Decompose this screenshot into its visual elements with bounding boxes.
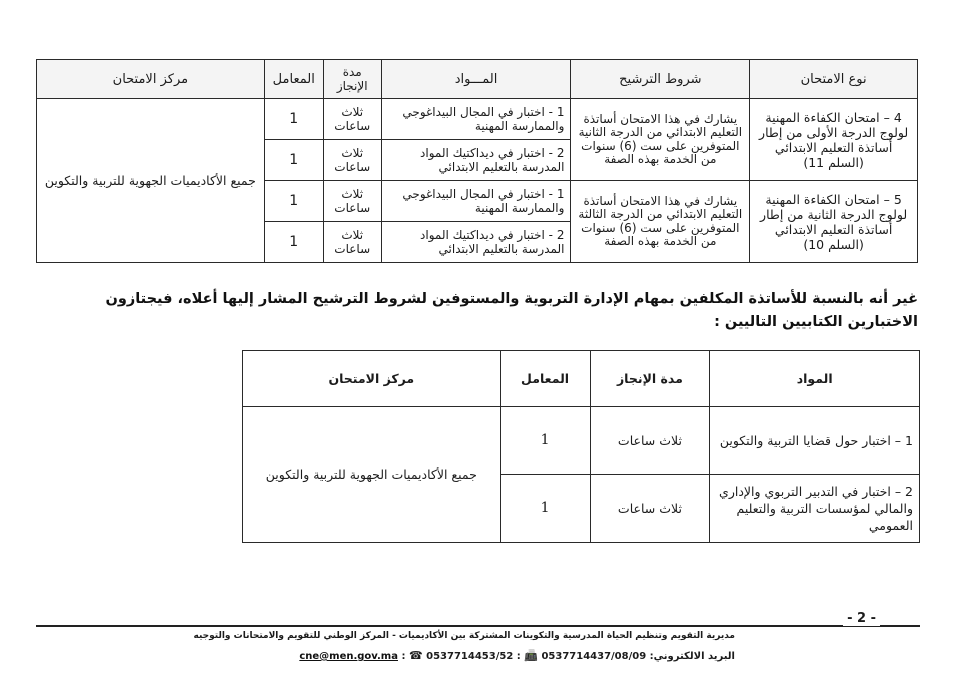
phone-number: 0537714453/52 [426,651,514,662]
table-row [243,407,920,475]
email-link[interactable]: cne@men.gov.ma [299,651,398,662]
exam-table-header [37,60,918,99]
header-duration: مدة الإنجاز [590,351,710,407]
header-duration: مدة الإنجاز [323,60,381,99]
subject-cell: 2 - اختبار في ديداكتيك المواد المدرسة بالتعليم الابتدائي [381,140,571,181]
header-subjects: المـــواد [381,60,571,99]
subject-cell: 2 – اختبار في التدبير التربوي والإداري والمالي لمؤسسات التربية والتعليم العمومي [710,475,920,543]
admin-exam-table [242,350,920,543]
subject-cell: 1 – اختبار حول قضايا التربية والتكوين [710,407,920,475]
coefficient-cell: 1 [264,222,323,263]
header-conditions: شروط الترشيح [571,60,750,99]
header-exam-type: نوع الامتحان [750,60,918,99]
conditions-cell: يشارك في هذا الامتحان أساتذة التعليم الابتدائي من الدرجة الثالثة المتوفرين على ست (6) سنوات من الخدمة بهذه الصفة [571,181,750,263]
subject-cell: 1 - اختبار في المجال البيداغوجي والممارسة المهنية [381,99,571,140]
header-coefficient: المعامل [264,60,323,99]
exam-type-cell: 5 – امتحان الكفاءة المهنية لولوج الدرجة الثانية من إطار أساتذة التعليم الابتدائي (السلم 10) [750,181,918,263]
coefficient-cell: 1 [500,407,590,475]
conditions-cell: يشارك في هذا الامتحان أساتذة التعليم الابتدائي من الدرجة الثانية المتوفرين على ست (6) سنوات من الخدمة بهذه الصفة [571,99,750,181]
exam-table [36,59,918,263]
exam-center-cell: جميع الأكاديميات الجهوية للتربية والتكوين [37,99,265,263]
admin-exam-table-header [243,351,920,407]
header-subjects: المواد [710,351,920,407]
table-row [37,99,918,140]
separator: : [516,651,521,662]
email-label: البريد الالكتروني: [649,651,735,662]
coefficient-cell: 1 [264,181,323,222]
header-center: مركز الامتحان [243,351,501,407]
duration-cell: ثلاث ساعات [590,407,710,475]
duration-cell: ثلاث ساعات [323,222,381,263]
subject-cell: 2 - اختبار في ديداكتيك المواد المدرسة بالتعليم الابتدائي [381,222,571,263]
header-center: مركز الامتحان [37,60,265,99]
fax-number: 0537714437/08/09 [541,651,647,662]
separator: : [401,651,406,662]
coefficient-cell: 1 [264,140,323,181]
exam-type-cell: 4 – امتحان الكفاءة المهنية لولوج الدرجة الأولى من إطار أساتذة التعليم الابتدائي (السلم 11) [750,99,918,181]
phone-icon: ☎ [408,649,423,662]
exam-center-cell: جميع الأكاديميات الجهوية للتربية والتكوين [243,407,501,543]
duration-cell: ثلاث ساعات [323,99,381,140]
duration-cell: ثلاث ساعات [323,181,381,222]
subject-cell: 1 - اختبار في المجال البيداغوجي والممارسة المهنية [381,181,571,222]
coefficient-cell: 1 [500,475,590,543]
note-paragraph: غير أنه بالنسبة للأساتذة المكلفين بمهام الإدارة التربوية والمستوفين لشروط الترشيح المشار إليها أعلاه، فيجتازون الاختبارين الكتابيين التاليين : [105,291,918,330]
header-coefficient: المعامل [500,351,590,407]
fax-icon: 📠 [524,649,538,662]
duration-cell: ثلاث ساعات [590,475,710,543]
footer-divider [36,625,920,627]
page-number: - 2 - [843,611,880,626]
coefficient-cell: 1 [264,99,323,140]
footer-organization: مديرية التقويم وتنظيم الحياة المدرسية والتكوينات المشتركة بين الأكاديميات - المركز الوطني للتقويم والامتحانات والتوجيه [193,631,735,641]
footer-contact [35,649,735,662]
duration-cell: ثلاث ساعات [323,140,381,181]
